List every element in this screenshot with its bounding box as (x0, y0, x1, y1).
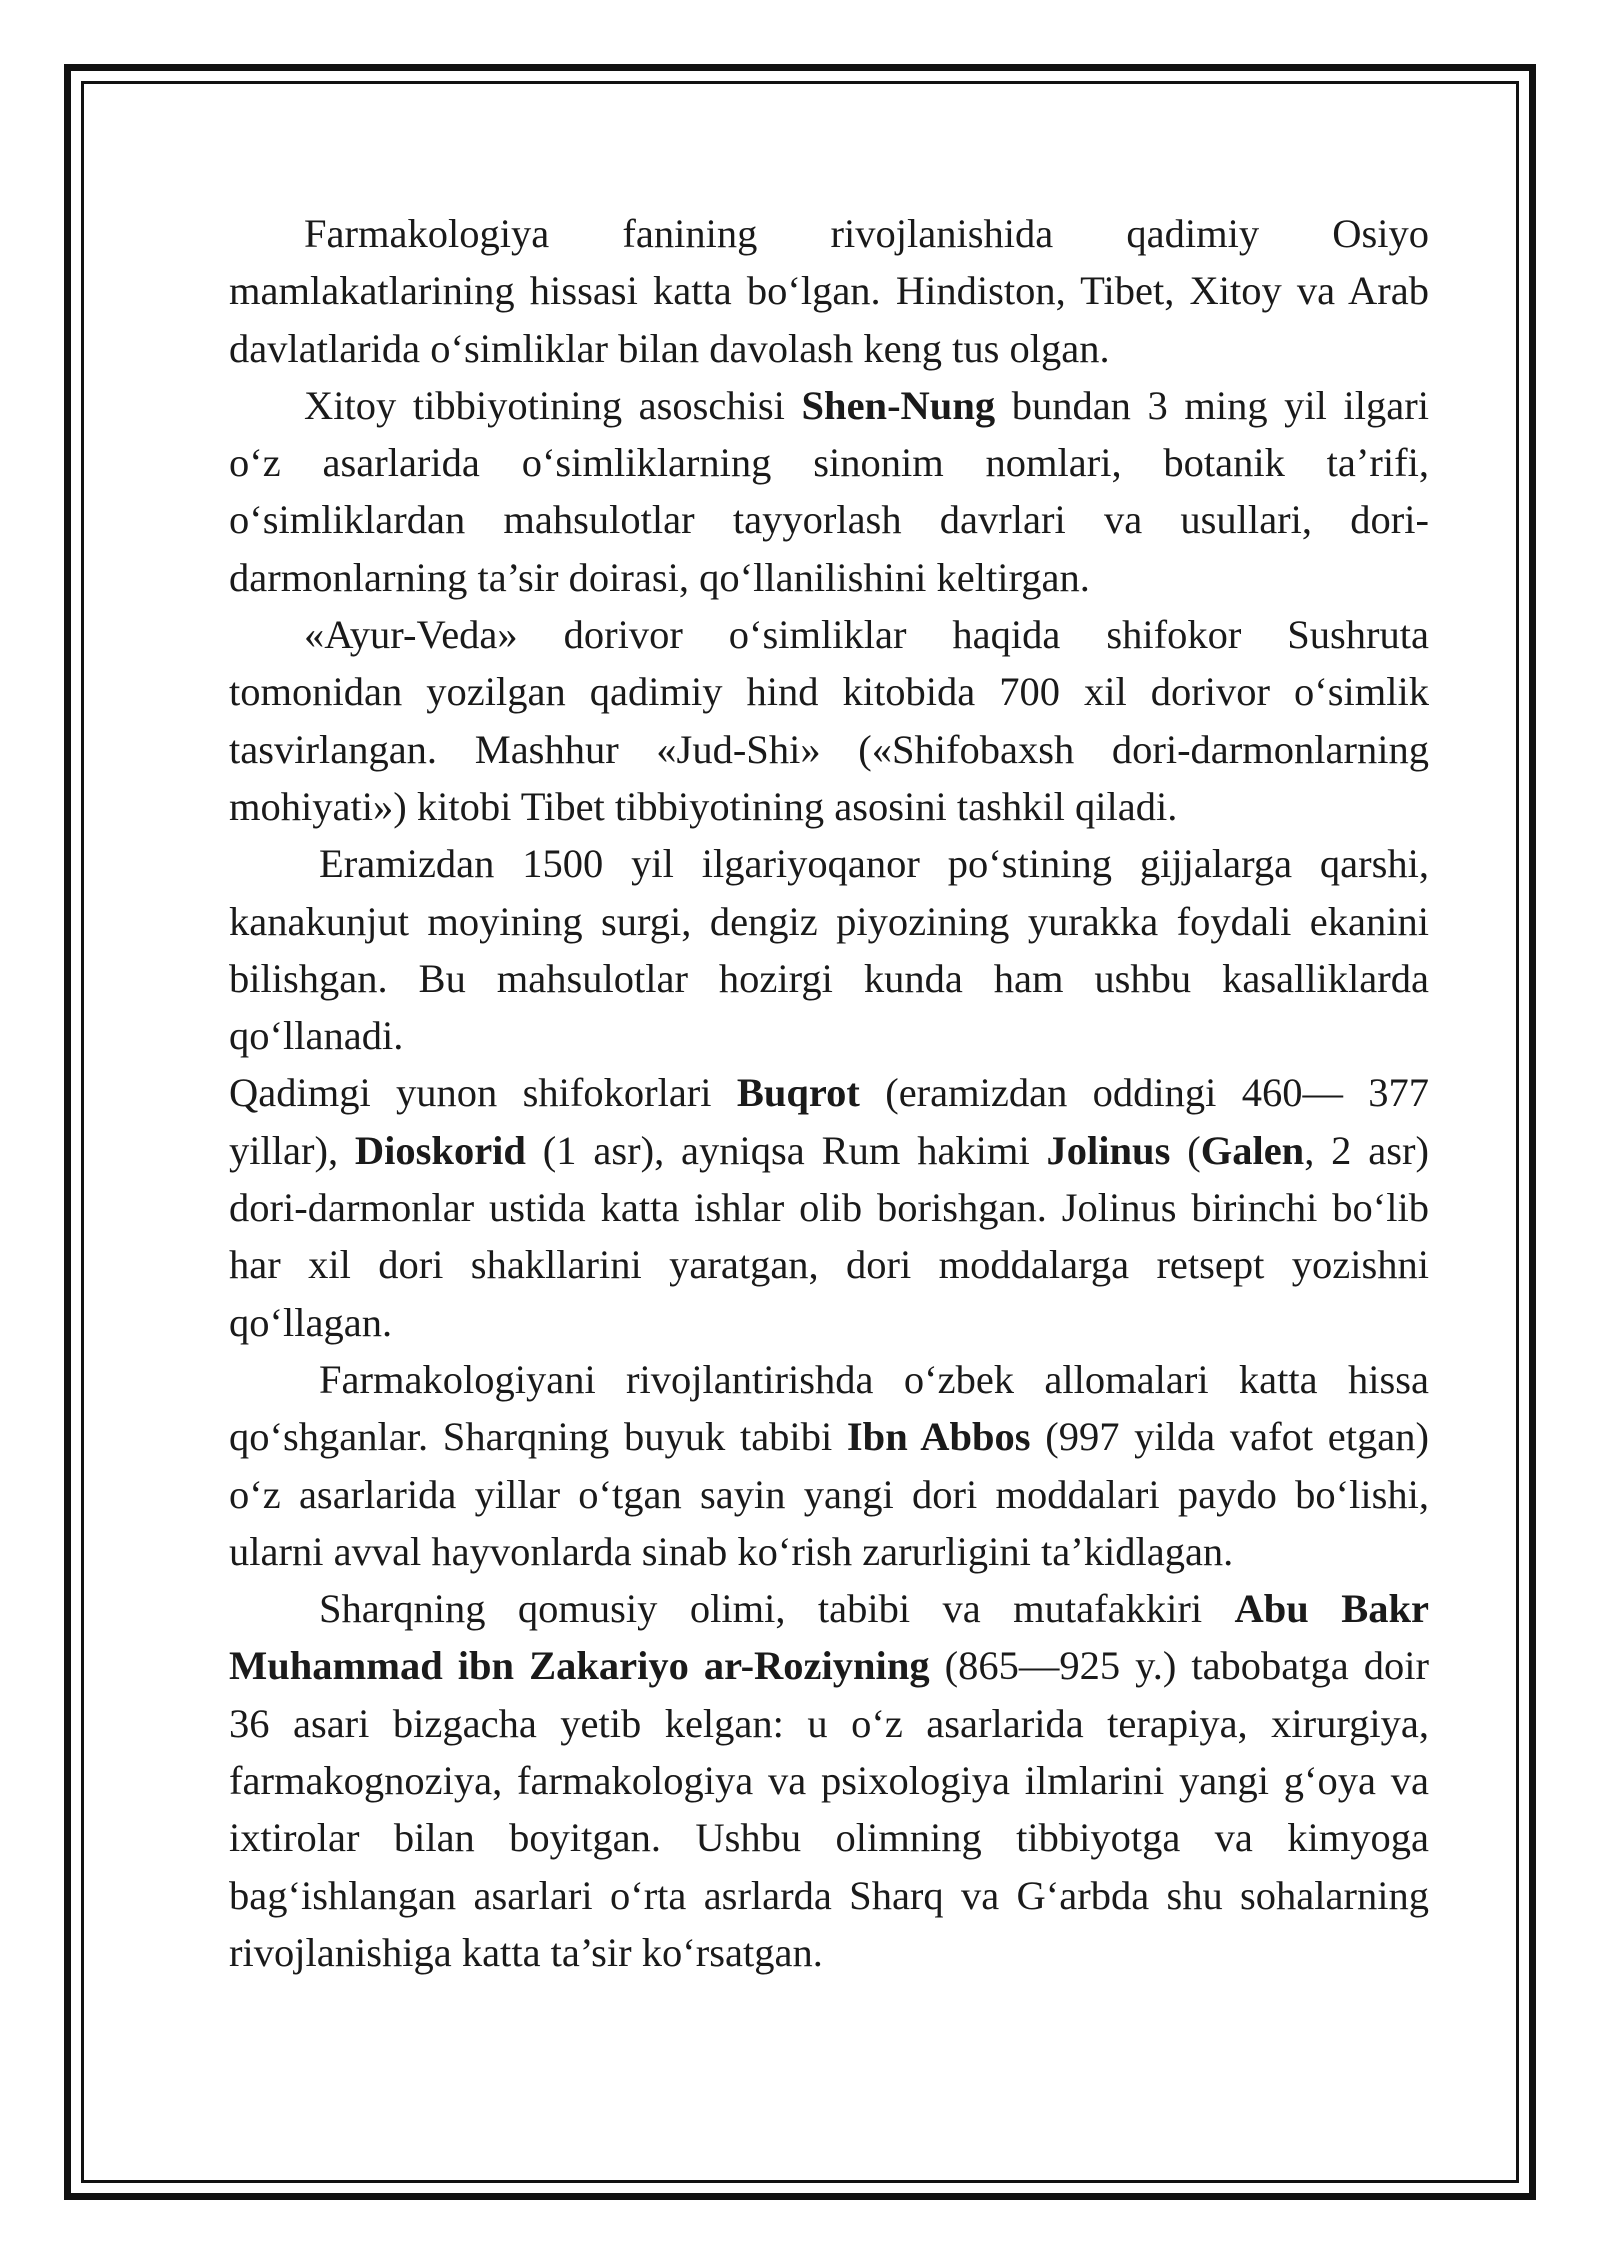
bold-name-text: Dioskorid (354, 1127, 526, 1173)
paragraph (229, 606, 1429, 835)
paragraph-text: Xitoy tibbiyotining asoschisi (304, 382, 802, 428)
paragraph-text: (1 asr), ayniqsa Rum hakimi (525, 1127, 1047, 1173)
paragraph-text: Farmakologiyani rivojlantirishda o‘zbek allomalari katta hissa qo‘shganlar. Sharqning buyuk tabibi (229, 1356, 1429, 1460)
bold-name-text: Jolinus (1046, 1127, 1171, 1173)
document-body (229, 205, 1429, 1981)
bold-name-text: Abu Bakr Muhammad ibn Zakariyo ar-Roziyning (229, 1586, 1430, 1689)
paragraph-text: «Ayur-Veda» dorivor o‘simliklar haqida shifokor Sushruta tomonidan yozilgan qadimiy hind kitobida 700 xil dorivor o‘simlik tasvirlangan. Mashhur «Jud-Shi» («Shifobaxsh dori-darmonlarning mohiyati») kitobi Tibet tibbiyotining asosini tashkil qiladi. (229, 612, 1429, 829)
paragraph-text: Qadimgi yunon shifokorlari (229, 1070, 737, 1116)
paragraph-text: , 2 asr) dori-darmonlar ustida katta ishlar olib borishgan. Jolinus birinchi bo‘lib har xil dori shakllarini yaratgan, dori moddalarga retsept yozishni qo‘llagan. (229, 1127, 1429, 1345)
paragraph-text: Farmakologiya fanining rivojlanishida qadimiy Osiyo mamlakatlarining hissasi katta bo‘lgan. Hindiston, Tibet, Xitoy va Arab davlatlarida o‘simliklar bilan davolash keng tus olgan. (229, 211, 1429, 371)
paragraph-text: ( (1170, 1127, 1201, 1173)
paragraph (229, 1064, 1429, 1350)
paragraph-text: bundan 3 ming yil ilgari o‘z asarlarida o‘simliklarning sinonim nomlari, botanik ta’rifi, o‘simliklardan mahsulotlar tayyorlash davrlari va usullari, dori-darmonlarning ta’sir doirasi, qo‘llanilishini keltirgan. (229, 382, 1429, 600)
bold-name-text: Galen (1200, 1127, 1305, 1173)
paragraph (229, 205, 1429, 377)
paragraph-text: (865—925 y.) tabobatga doir 36 asari bizgacha yetib kelgan: u o‘z asarlarida terapiya, xirurgiya, farmakognoziya, farmakologiya va psixologiya ilmlarini yangi g‘oya va ixtirolar bilan boyitgan. Ushbu olimning tibbiyotga va kimyoga bag‘ishlangan asarlari o‘rta asrlarda Sharq va G‘arbda shu sohalarning rivojlanishiga katta ta’sir ko‘rsatgan. (229, 1643, 1430, 1975)
paragraph-text: (eramizdan oddingi 460— 377 yillar), (229, 1070, 1430, 1173)
paragraph-text: (997 yilda vafot etgan) o‘z asarlarida yillar o‘tgan sayin yangi dori moddalari paydo bo‘lishi, ularni avval hayvonlarda sinab ko‘rish zarurligini ta’kidlagan. (229, 1414, 1429, 1574)
paragraph (229, 835, 1429, 1064)
bold-name-text: Buqrot (736, 1070, 860, 1116)
bold-name-text: Ibn Abbos (846, 1414, 1031, 1460)
paragraph-text: Eramizdan 1500 yil ilgariyoqanor po‘stining gijjalarga qarshi, kanakunjut moyining surgi, dengiz piyozining yurakka foydali ekanini bilishgan. Bu mahsulotlar hozirgi kunda ham ushbu kasalliklarda qo‘llanadi. (229, 841, 1429, 1059)
paragraph-text: Sharqning qomusiy olimi, tabibi va mutafakkiri (319, 1586, 1235, 1632)
paragraph (229, 377, 1429, 606)
paragraph (229, 1351, 1429, 1580)
paragraph (229, 1580, 1429, 1981)
bold-name-text: Shen-Nung (801, 382, 996, 428)
